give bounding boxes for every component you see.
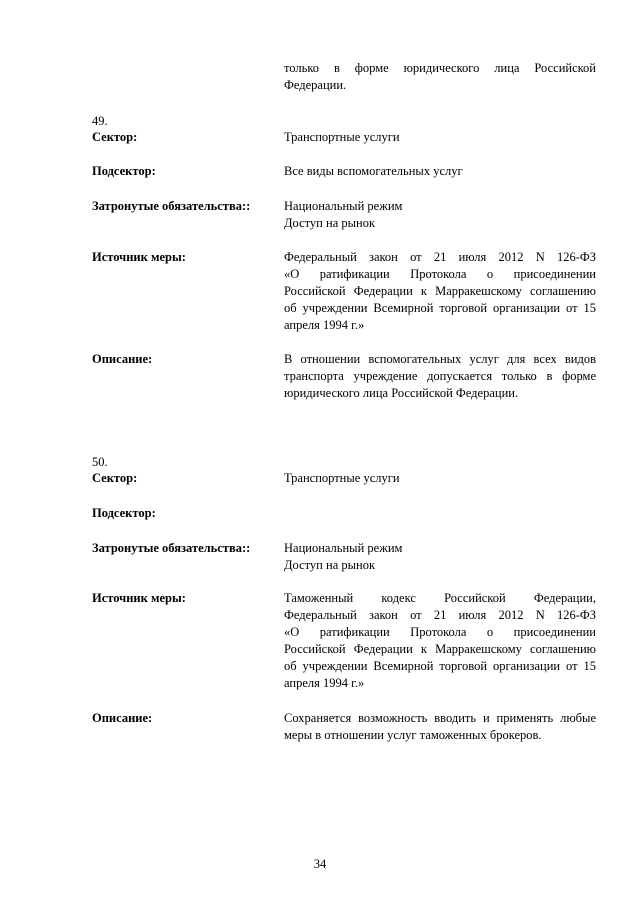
page-number: 34 [313,857,327,871]
text-line: об учреждении Всемирной торговой организации от 15 [284,301,596,315]
sector-value: Транспортные услуги [284,471,400,485]
description-value [284,710,596,744]
description-label: Описание: [92,711,153,725]
subsector-label: Подсектор: [92,506,156,520]
text-line: меры в отношении услуг таможенных брокеров. [284,728,542,742]
sector-label: Сектор: [92,471,138,485]
text-line: В отношении вспомогательных услуг для всех видов [284,352,596,366]
description-label: Описание: [92,352,153,366]
obligations-label: Затронутые обязательства:: [92,541,251,555]
obligations-value [284,198,596,232]
text-line: «О ратификации Протокола о присоединении [284,625,596,639]
sector-value: Транспортные услуги [284,130,400,144]
text-line: апреля 1994 г.» [284,676,365,690]
obligation-item: Доступ на рынок [284,216,376,230]
text-line: об учреждении Всемирной торговой организации от 15 [284,659,596,673]
obligation-item: Национальный режим [284,541,403,555]
subsector-label: Подсектор: [92,164,156,178]
entry-number: 50. [92,455,108,469]
source-label: Источник меры: [92,591,186,605]
obligation-item: Национальный режим [284,199,403,213]
text-line: Федеральный закон от 21 июля 2012 N 126-ФЗ [284,250,596,264]
source-label: Источник меры: [92,250,186,264]
text-line: Федеральный закон от 21 июля 2012 N 126-ФЗ [284,608,596,622]
text-line: «О ратификации Протокола о присоединении [284,267,596,281]
obligation-item: Доступ на рынок [284,558,376,572]
description-value [284,351,596,402]
text-line: юридического лица Российской Федерации. [284,386,519,400]
continuation-text [284,60,596,94]
text-line: Сохраняется возможность вводить и применять любые [284,711,596,725]
text-line: только в форме юридического лица Российской [284,61,596,75]
text-line: Российской Федерации к Марракешскому соглашению [284,642,596,656]
subsector-value: Все виды вспомогательных услуг [284,164,463,178]
text-line: апреля 1994 г.» [284,318,365,332]
text-line: Российской Федерации к Марракешскому соглашению [284,284,596,298]
source-value [284,590,596,692]
text-line: транспорта учреждение допускается только в форме [284,369,596,383]
sector-label: Сектор: [92,130,138,144]
text-line: Федерации. [284,78,347,92]
obligations-value [284,540,596,574]
obligations-label: Затронутые обязательства:: [92,199,251,213]
text-line: Таможенный кодекс Российской Федерации, [284,591,596,605]
entry-number: 49. [92,114,108,128]
source-value [284,249,596,334]
